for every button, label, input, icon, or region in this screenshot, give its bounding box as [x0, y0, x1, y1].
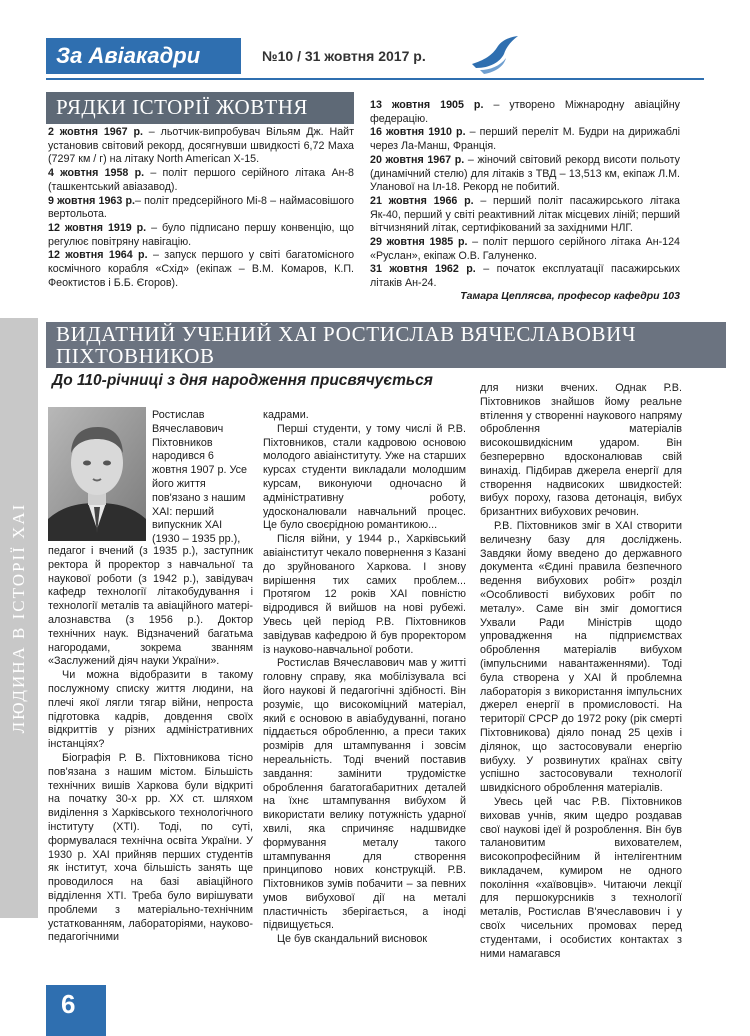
- portrait-photo: [48, 407, 146, 541]
- masthead-title: За Авіакадри: [56, 43, 201, 68]
- history-text: – жіночий світовий рекорд висоти польоту (динамічний стелю) для літаків з ТВД – 13,513 км, екіпаж Л.М. Уланової на Іл-18. Рекорд не побитий.: [370, 153, 680, 194]
- history-entry: [48, 249, 354, 290]
- history-entry: [48, 126, 354, 167]
- history-date: 9 жовтня 1963 р.: [48, 194, 135, 207]
- history-date: 2 жовтня 1967 р.: [48, 126, 143, 138]
- article-paragraph: педагог і вчений (з 1935 р.), заступник ректора й проректор з навчальної та наукової роботи (з 1942 р.), завідувач кафедр технології літакобудування і технології металів та авіаційного матері-алознавства (з 1956 р.). Доктор технічних наук. Відзначений багатьма нагородами, зокрема званням «Заслужений діяч науки України».: [48, 545, 253, 668]
- article-paragraph: Після війни, у 1944 р., Харківський авіаінститут чекало повернення з Казані до зруйнованого Харкова. І знову вирішення тих самих проблем... Протягом 12 років ХАІ повністю відродився й вийшов на нові рубежі. Увесь цей період Р.В. Піхтовников завідував кафедрою й був проректором із науково-навчальної роботи.: [263, 533, 466, 656]
- history-text: – льотчик-випробувач Вільям Дж. Найт установив світовий рекорд, досягнувши швидкості 6,72 Маха (7297 км / г) на літаку North American X-15.: [48, 126, 355, 166]
- history-text: – перший політ пасажирського літака Як-40, перший у світі реактивний літак місцевих ліній; перший вітчизняний літак, сертифікований за західними НЛГ.: [370, 194, 681, 235]
- history-entry: [370, 154, 680, 195]
- header-rule: [46, 78, 704, 80]
- article-paragraph: Ростислав Вячеславович Піхтовников народився 6 жовтня 1907 р. Усе його життя пов'язано з нашим ХАІ: перший випускник ХАІ (1930 – 1935 рр.),: [152, 409, 248, 546]
- history-text: – політ першого серійного літака Ан-124 «Руслан», екіпаж О.В. Галуненко.: [370, 236, 681, 262]
- page-number-box: [46, 985, 106, 1036]
- history-date: 21 жовтня 1966 р.: [370, 194, 474, 207]
- article-paragraph: Чи можна відобразити в такому послужному списку життя людини, на плечі якої лягли тягар війни, непроста підготовка кадрів, довдення своїх відкриттів у різних адміністративних інстанціях?: [48, 669, 253, 751]
- article-paragraph: Ростислав Вячеславович мав у житті головну справу, яка мобілізувала всі його наукові й педагогічні здібності. Він розуміє, що високоміцний матеріал, який є основою в авіабудуванні, погано піддається обробленню, а преси таких розмірів для штампування і зовсім нереальність. Тоді вчений поставив завдання: замінити трудомістке оброблення багатогабаритних деталей на їхнє штампування вибухом й використати велику потужність ударної хвилі, яка спричиняє надшвидке формування металу такого штампування для створення принципово нових конструкцій. Р.В. Піхтовников зумів побачити – за певних умов вибухової дії на металі пластичність зберігається, а іноді підвищується.: [263, 657, 466, 932]
- history-entry: [48, 195, 354, 222]
- history-date: 29 жовтня 1985 р.: [370, 236, 468, 249]
- history-entry: [370, 126, 680, 153]
- bird-logo-icon: [470, 34, 520, 76]
- history-entry: [48, 167, 354, 194]
- history-date: 12 жовтня 1919 р.: [48, 221, 147, 234]
- history-text: – перший переліт М. Будри на дирижаблі через Ла-Манш, Франція.: [370, 126, 680, 153]
- article-intro-wrap: [152, 409, 252, 547]
- history-entry: [370, 99, 680, 126]
- article-column-2: [263, 409, 466, 947]
- history-title: РЯДКИ ІСТОРІЇ ЖОВТНЯ: [56, 95, 308, 119]
- history-text: – запуск першого у світі багатомісного космічного корабля «Схід» (екіпаж – В.М. Комаров, К.П. Феоктистов і Б.Б. Єгоров).: [48, 249, 355, 289]
- history-entry: [370, 263, 680, 290]
- history-title-bar: [46, 92, 354, 124]
- article-column-1: [48, 545, 253, 945]
- article-title-line1: ВИДАТНИЙ УЧЕНИЙ ХАІ РОСТИСЛАВ ВЯЧЕСЛАВОВИЧ: [56, 322, 637, 346]
- article-paragraph: для низки вчених. Однак Р.В. Піхтовников знайшов йому реальне втілення у створенні наукового напряму оброблення матеріалів високошвидкісним ударом. Він безперервно вдосконалював свій винахід. Підбирав джерела енергії для створення надвисоких швидкостей: вибух пороху, газова детонація, вибух бризантних вибухових речовин.: [480, 382, 682, 519]
- history-text: – було підписано першу конвенцію, що регулює повітряну навігацію.: [48, 221, 354, 248]
- history-text: – початок експлуатації пасажирських літаків Ан-24.: [370, 263, 680, 290]
- history-date: 16 жовтня 1910 р.: [370, 126, 466, 139]
- article-title-line2: ПІХТОВНИКОВ: [56, 344, 215, 368]
- history-entry: [370, 236, 680, 263]
- history-date: 12 жовтня 1964 р.: [48, 249, 148, 262]
- history-text: – утворено Міжнародну авіаційну федерацію.: [370, 99, 681, 125]
- history-text: – політ предсерійного Мі-8 – наймасовішого вертольота.: [48, 194, 354, 221]
- page-number: 6: [61, 989, 76, 1019]
- article-paragraph: Перші студенти, у тому числі й Р.В. Піхтовников, стали кадровою основою молодого авіаінституту. Уже на старших курсах студенти викладали молодшим курсам, виконуючи одночасно й адміністративну роботу, удосконалювали навчальний процес. Це було своєрідною романтикою...: [263, 422, 466, 532]
- history-date: 13 жовтня 1905 р.: [370, 99, 484, 111]
- masthead: [46, 38, 241, 74]
- history-column-left: [48, 126, 354, 290]
- article-paragraph: кадрами.: [263, 409, 309, 421]
- article-paragraph: Біографія Р. В. Піхтовникова тісно пов'язана з нашим містом. Більшість технічних вишів Харкова були відкриті на початку 30-х рр. XX ст. шляхом виділення з Харківського технологічного інституту (ХТІ). Тоді, по суті, формувалася технічна освіта України. У 1930 р. ХАІ прийняв перших студентів як інститут, хоча більшість занять ще проводилося на базі авіаційного відділення ХТІ. Треба було вирішувати проблеми з матеріально-технічним устаткованням, лабораторіями, науково-педагогічними: [48, 751, 253, 944]
- section-side-tab: [0, 318, 38, 918]
- issue-line: №10 / 31 жовтня 2017 р.: [262, 48, 426, 64]
- history-column-right: [370, 99, 680, 291]
- article-column-3: [480, 382, 682, 961]
- history-entry: [48, 222, 354, 249]
- article-title-bar: [46, 322, 726, 368]
- history-date: 20 жовтня 1967 р.: [370, 153, 465, 166]
- history-text: – політ першого серійного літака Ан-8 (ташкентський авіазавод).: [48, 167, 354, 193]
- article-paragraph: Р.В. Піхтовников зміг в ХАІ створити величезну базу для досліджень. Завдяки йому введено до державного документа «Єдині правила безпечного ведення вибухових робіт» розділ «Особливості вибухових робіт по металу». Саме він зміг домогтися Ухвали Ради Міністрів щодо упровадження на підприємствах оброблення матеріалів вибухом (імпульсними навантаженнями). Тоді була створена у ХАІ й проблемна лабораторія з використання імпульсних джерел енергії в промисловості. На території СРСР до 1972 року (рік смерті Піхтовникова) діяло понад 25 цехів і ділянок, що застосовували енергію вибуху. У розвинутих країнах світу успішно застосовували технології швидкісного оброблення матеріалів.: [480, 519, 682, 795]
- article-subtitle: До 110-річниці з дня народження присвячується: [52, 372, 433, 389]
- history-entry: [370, 195, 680, 236]
- history-date: 31 жовтня 1962 р.: [370, 263, 476, 276]
- section-side-label: ЛЮДИНА В ІСТОРІЇ ХАІ: [9, 502, 28, 734]
- history-signature: Тамара Цеплясва, професор кафедри 103: [460, 290, 680, 302]
- article-paragraph: Увесь цей час Р.В. Піхтовников виховав учнів, яким щедро роздавав свої наукові ідеї й розроблення. Він був талановитим вихователем, високопрофесійним й інтелігентним викладачем, кумиром не одного покоління «хаївовців». Читаючи лекції для першокурсників з технології металів, Ростислав В'ячеславович і у своїх чисельних промовах перед студентами, і особистих контактах з ними намагався: [480, 795, 682, 960]
- article-paragraph: Це був скандальний висновок: [277, 933, 428, 946]
- history-date: 4 жовтня 1958 р.: [48, 167, 145, 180]
